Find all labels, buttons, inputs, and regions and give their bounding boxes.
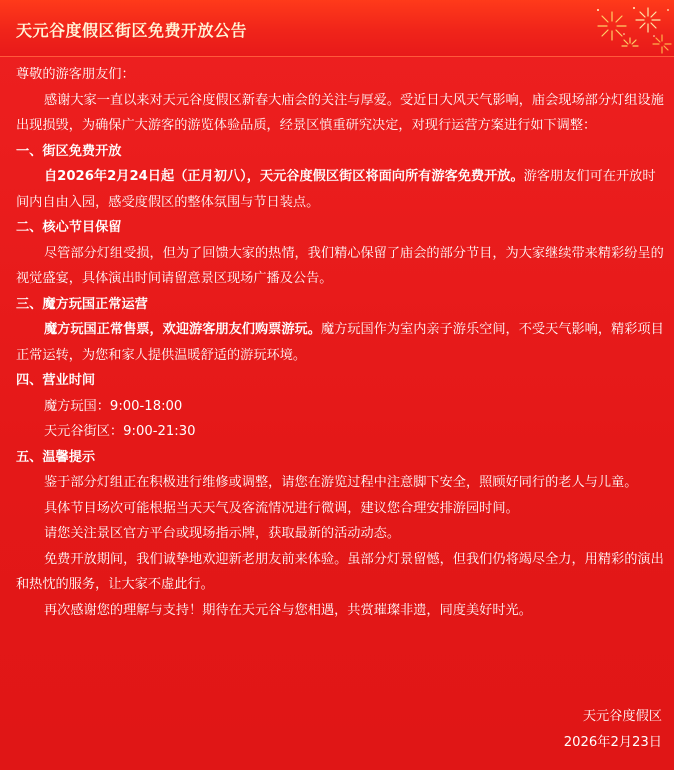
section-4-heading: 四、营业时间	[16, 373, 96, 388]
section-3-text: 魔方玩国作为室内亲子游乐空间，不受天气影响，精彩项目正常运转，为您和家人提供温暖舒适的游玩环境。	[16, 322, 664, 363]
section-2-heading: 二、核心节目保留	[16, 220, 122, 235]
section-1-paragraph	[16, 164, 664, 215]
signature-org: 天元谷度假区	[582, 709, 662, 724]
section-3-heading: 三、魔方玩国正常运营	[16, 296, 148, 312]
closing-line: 再次感谢您的理解与支持！期待在天元谷与您相遇，共赏璀璨非遗，同度美好时光。	[44, 602, 532, 618]
notice-body	[16, 62, 664, 623]
tip-3: 请您关注景区官方平台或现场指示牌，获取最新的活动动态。	[44, 526, 401, 541]
signature-block	[564, 704, 662, 755]
section-1-bold-text: 自2026年2月24日起（正月初八），天元谷度假区街区将面向所有游客免费开放。	[44, 169, 524, 184]
section-1-text: 游客朋友们可在开放时间内自由入园，感受度假区的整体氛围与节日装点。	[16, 169, 656, 210]
section-3-bold-text: 魔方玩国正常售票，欢迎游客朋友们购票游玩。	[44, 322, 321, 337]
tip-1: 鉴于部分灯组正在积极进行维修或调整，请您在游览过程中注意脚下安全，照顾好同行的老人与儿童。	[44, 475, 638, 490]
section-3-paragraph	[16, 317, 664, 368]
section-5-heading: 五、温馨提示	[16, 449, 96, 465]
page-title: 天元谷度假区街区免费开放公告	[16, 21, 248, 40]
hours-mofang: 魔方玩国：9:00-18:00	[44, 398, 183, 414]
signature-date: 2026年2月23日	[563, 734, 662, 750]
hours-street: 天元谷街区：9:00-21:30	[44, 424, 196, 439]
section-2-paragraph: 尽管部分灯组受损，但为了回馈大家的热情，我们精心保留了庙会的部分节目，为大家继续带来精彩纷呈的视觉盛宴，具体演出时间请留意景区现场广播及公告。	[16, 245, 664, 286]
tip-2: 具体节目场次可能根据当天天气及客流情况进行微调，建议您合理安排游园时间。	[44, 500, 519, 516]
fireworks-icon	[584, 0, 674, 60]
greeting: 尊敬的游客朋友们：	[16, 67, 135, 82]
header-bar	[0, 0, 674, 57]
tip-4: 免费开放期间，我们诚挚地欢迎新老朋友前来体验。虽部分灯景留憾，但我们仍将竭尽全力，用精彩的演出和热忱的服务，让大家不虚此行。	[16, 551, 664, 592]
section-1-heading: 一、街区免费开放	[16, 143, 122, 159]
intro-paragraph: 感谢大家一直以来对天元谷度假区新春大庙会的关注与厚爱。受近日大风天气影响，庙会现场部分灯组设施出现损毁，为确保广大游客的游览体验品质，经景区慎重研究决定，对现行运营方案进行如下调整：	[16, 92, 664, 133]
